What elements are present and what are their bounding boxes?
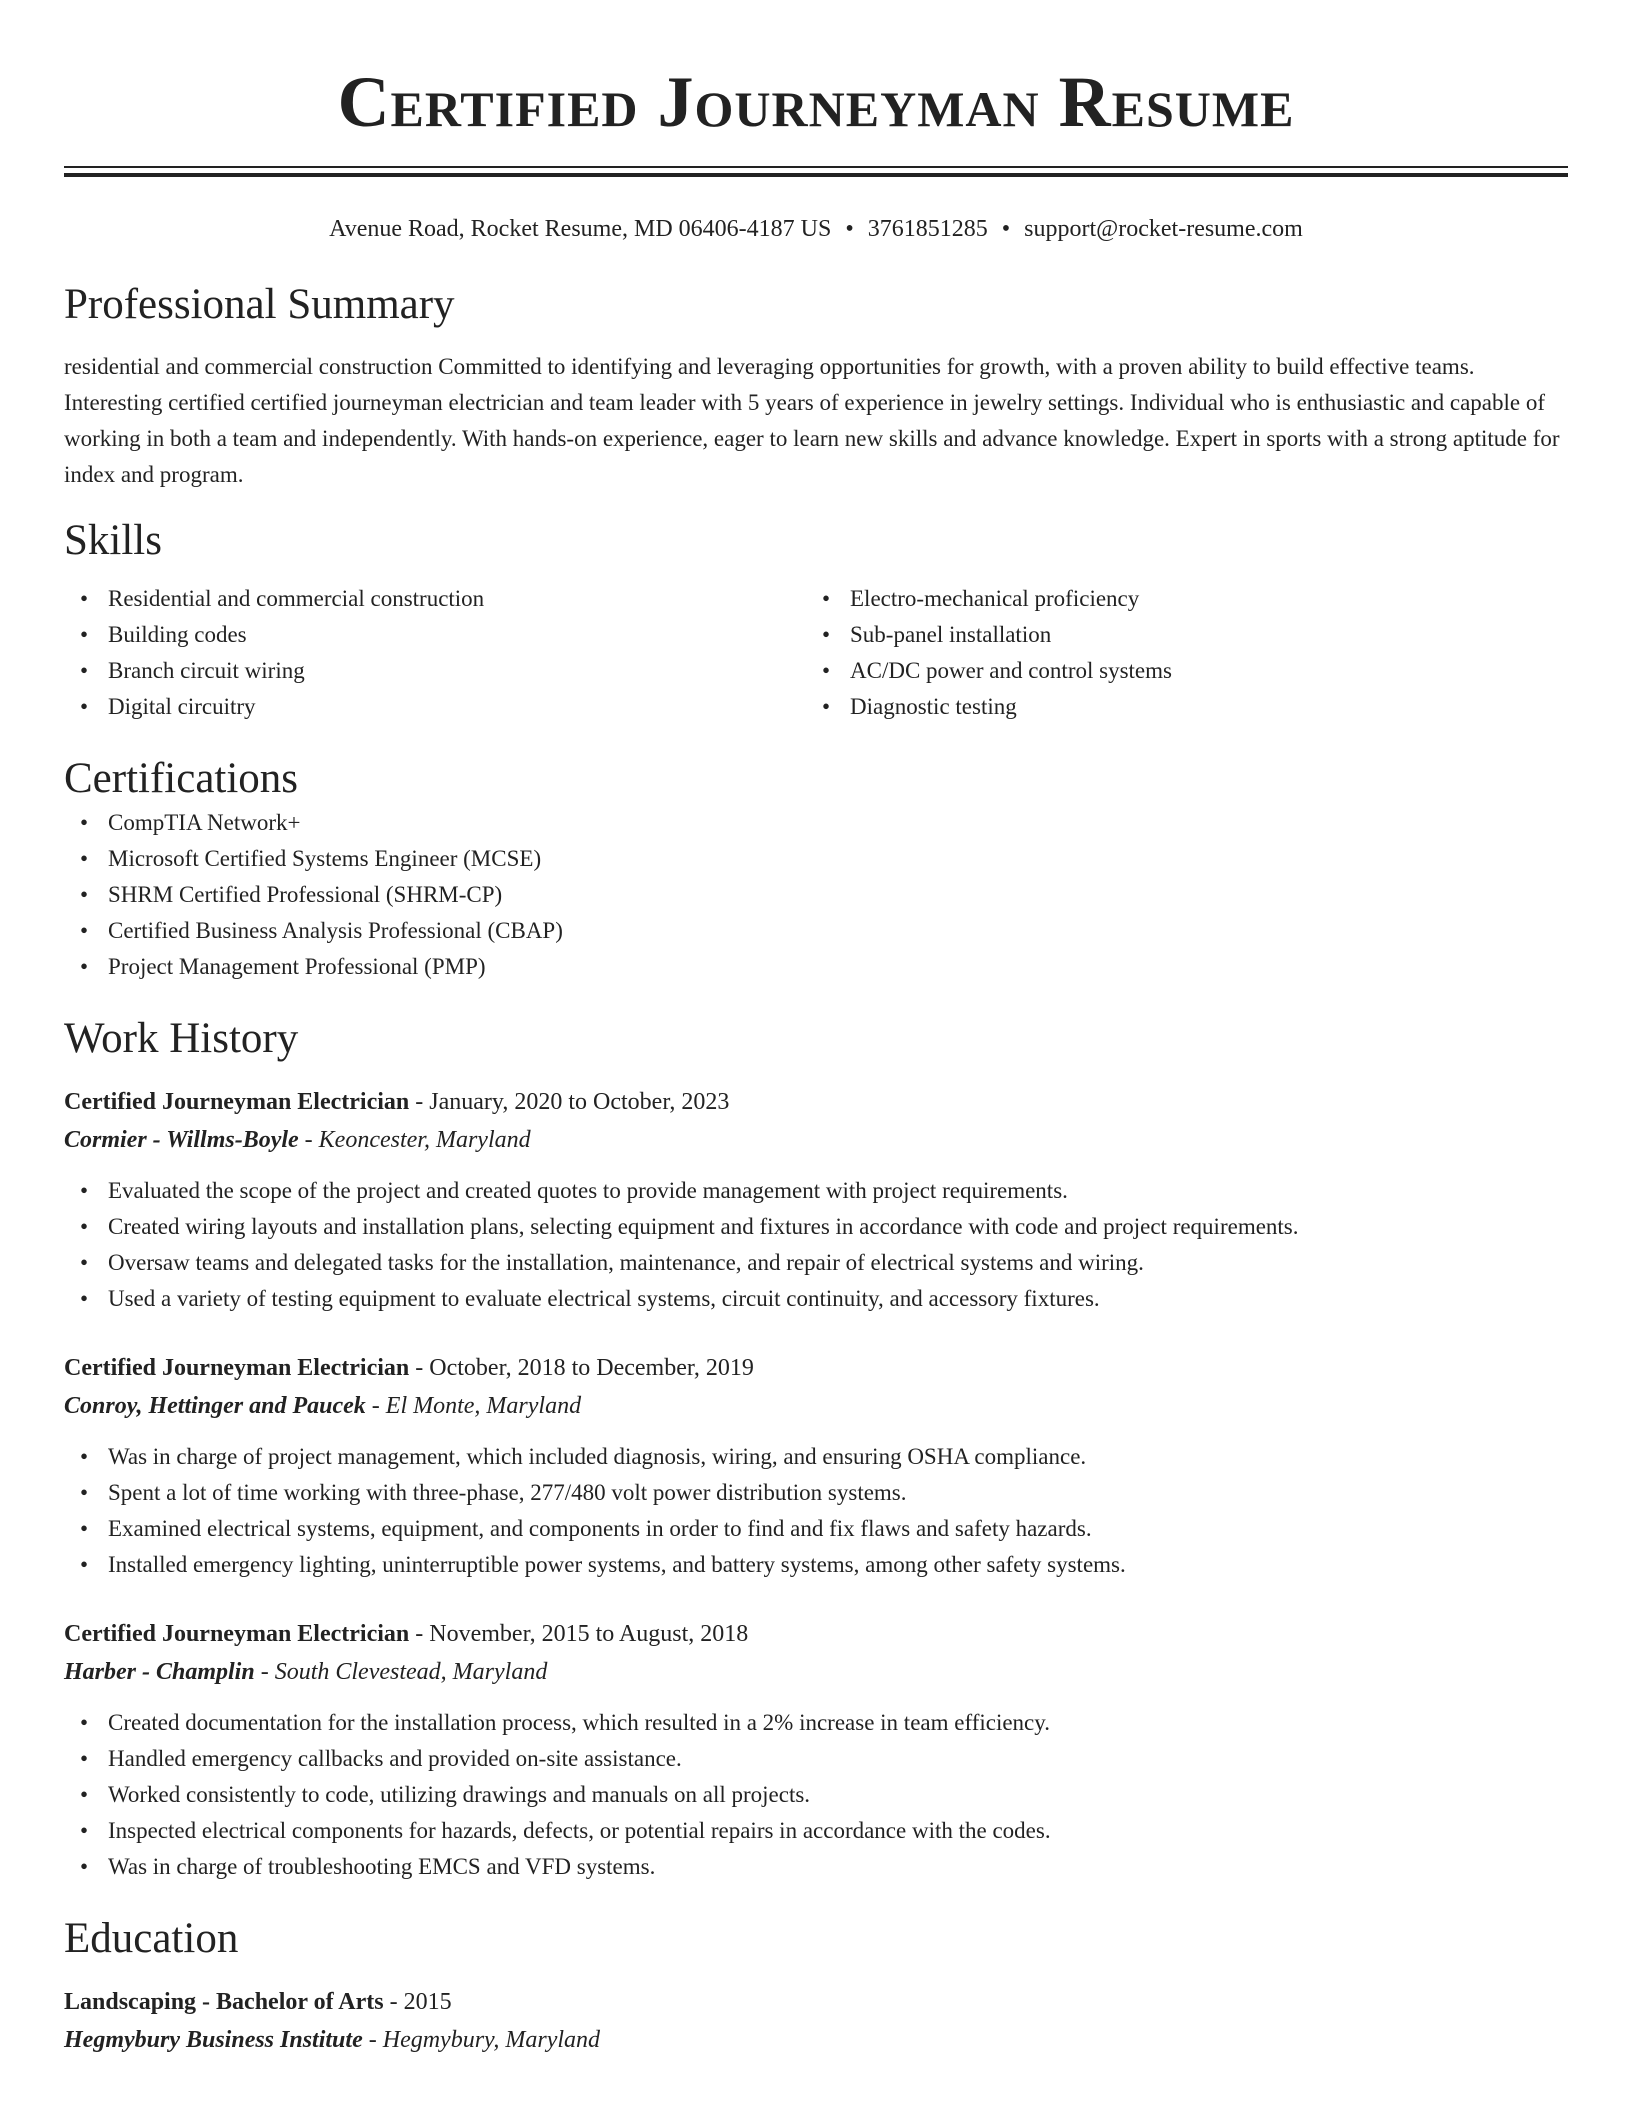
job-company-line — [64, 1121, 1568, 1159]
skills-list-left — [64, 581, 806, 725]
bullet-icon: • — [80, 1854, 89, 1879]
job-dates: November, 2015 to August, 2018 — [429, 1621, 749, 1647]
education-heading: Education — [64, 1915, 239, 1962]
list-item — [64, 1439, 1568, 1475]
bullet-icon: • — [80, 954, 89, 979]
job-title-line — [64, 1615, 1568, 1653]
list-item-text: Electro-mechanical proficiency — [850, 586, 1140, 611]
list-item — [64, 1245, 1568, 1281]
bullet-icon: • — [80, 586, 89, 611]
certifications-heading: Certifications — [64, 755, 299, 802]
list-item-text: Microsoft Certified Systems Engineer (MCSE) — [108, 846, 542, 871]
list-item — [806, 581, 1548, 617]
list-item-text: Spent a lot of time working with three-phase, 277/480 volt power distribution systems. — [108, 1480, 907, 1505]
education-location: Hegmybury, Maryland — [382, 2027, 601, 2053]
bullet-icon: • — [822, 694, 831, 719]
list-item-text: Project Management Professional (PMP) — [108, 954, 486, 979]
skills-column-left — [64, 581, 806, 725]
contact-separator: • — [845, 216, 854, 242]
job-title-line — [64, 1083, 1568, 1121]
job-bullets — [64, 1705, 1568, 1885]
contact-line — [64, 213, 1568, 245]
list-item-text: Branch circuit wiring — [108, 658, 305, 683]
title-divider-thin — [64, 166, 1568, 168]
job-company: Cormier - Willms-Boyle — [64, 1127, 299, 1153]
education-school-line — [64, 2021, 1568, 2059]
list-item-text: Installed emergency lighting, uninterruptible power systems, and battery systems, among other safety systems. — [108, 1552, 1126, 1577]
bullet-icon: • — [80, 846, 89, 871]
bullet-icon: • — [80, 1516, 89, 1541]
list-item-text: SHRM Certified Professional (SHRM-CP) — [108, 882, 503, 907]
list-item-text: Certified Business Analysis Professional (CBAP) — [108, 918, 563, 943]
bullet-icon: • — [80, 1250, 89, 1275]
list-item — [64, 1547, 1568, 1583]
job-dates: January, 2020 to October, 2023 — [429, 1089, 730, 1115]
bullet-icon: • — [822, 622, 831, 647]
skills-heading: Skills — [64, 517, 162, 564]
contact-phone: 3761851285 — [867, 216, 988, 242]
title-divider-thick — [64, 173, 1568, 177]
list-item — [64, 617, 806, 653]
dash: - — [415, 1621, 424, 1647]
bullet-icon: • — [80, 1782, 89, 1807]
job-location: El Monte, Maryland — [385, 1393, 582, 1419]
skills-columns — [64, 581, 1568, 725]
dash: - — [389, 1989, 398, 2015]
bullet-icon: • — [80, 658, 89, 683]
skills-column-right — [806, 581, 1548, 725]
job-company: Harber - Champlin — [64, 1659, 255, 1685]
list-item — [64, 1209, 1568, 1245]
work-history-heading: Work History — [64, 1015, 299, 1062]
list-item-text: Oversaw teams and delegated tasks for the installation, maintenance, and repair of electrical systems and wiring. — [108, 1250, 1144, 1275]
bullet-icon: • — [80, 1818, 89, 1843]
list-item-text: Examined electrical systems, equipment, and components in order to find and fix flaws and safety hazards. — [108, 1516, 1092, 1541]
dash: - — [415, 1355, 424, 1381]
job-dates: October, 2018 to December, 2019 — [429, 1355, 754, 1381]
job-bullets — [64, 1173, 1568, 1317]
bullet-icon: • — [822, 658, 831, 683]
list-item — [64, 841, 1568, 877]
contact-address: Avenue Road, Rocket Resume, MD 06406-4187 US — [329, 216, 832, 242]
skills-list-right — [806, 581, 1548, 725]
summary-text: residential and commercial construction Committed to identifying and leveraging opportunities for growth, with a proven ability to build effective teams. Interesting certified certified journeyman electrician and team leader with 5 years of experience in jewelry settings. Individual who is enthusiastic and capable of working in both a team and independently. With hands-on experience, eager to learn new skills and advance knowledge. Expert in sports with a strong aptitude for index and program. — [64, 354, 1560, 487]
job-role: Certified Journeyman Electrician — [64, 1621, 410, 1647]
list-item — [64, 1705, 1568, 1741]
bullet-icon: • — [80, 1214, 89, 1239]
bullet-icon: • — [80, 1178, 89, 1203]
list-item-text: Created documentation for the installation process, which resulted in a 2% increase in team efficiency. — [108, 1710, 1051, 1735]
list-item — [64, 1173, 1568, 1209]
education-entry — [64, 1983, 1568, 2059]
dash: - — [368, 2027, 377, 2053]
list-item-text: Diagnostic testing — [850, 694, 1017, 719]
job-location: South Clevestead, Maryland — [274, 1659, 548, 1685]
dash: - — [415, 1089, 424, 1115]
list-item-text: Evaluated the scope of the project and created quotes to provide management with project requirements. — [108, 1178, 1068, 1203]
bullet-icon: • — [822, 586, 831, 611]
bullet-icon: • — [80, 882, 89, 907]
list-item — [64, 1475, 1568, 1511]
list-item — [64, 1281, 1568, 1317]
job-company: Conroy, Hettinger and Paucek — [64, 1393, 366, 1419]
list-item — [64, 581, 806, 617]
list-item — [64, 1777, 1568, 1813]
list-item — [806, 617, 1548, 653]
bullet-icon: • — [80, 1552, 89, 1577]
job-company-line — [64, 1653, 1568, 1691]
list-item — [64, 1813, 1568, 1849]
job-entry — [64, 1615, 1568, 1885]
job-role: Certified Journeyman Electrician — [64, 1355, 410, 1381]
bullet-icon: • — [80, 1710, 89, 1735]
list-item-text: Handled emergency callbacks and provided on-site assistance. — [108, 1746, 682, 1771]
list-item-text: AC/DC power and control systems — [850, 658, 1172, 683]
dash: - — [304, 1127, 313, 1153]
resume-title: Certified Journeyman Resume — [337, 62, 1295, 142]
list-item — [64, 913, 1568, 949]
job-bullets — [64, 1439, 1568, 1583]
list-item-text: Worked consistently to code, utilizing drawings and manuals on all projects. — [108, 1782, 811, 1807]
list-item — [64, 1511, 1568, 1547]
list-item-text: Created wiring layouts and installation plans, selecting equipment and fixtures in accordance with code and project requirements. — [108, 1214, 1299, 1239]
list-item-text: Was in charge of project management, which included diagnosis, wiring, and ensuring OSHA compliance. — [108, 1444, 1087, 1469]
list-item — [64, 949, 1568, 985]
list-item — [64, 1849, 1568, 1885]
bullet-icon: • — [80, 1286, 89, 1311]
education-school: Hegmybury Business Institute — [64, 2027, 363, 2053]
job-entry — [64, 1349, 1568, 1583]
bullet-icon: • — [80, 1746, 89, 1771]
list-item — [806, 653, 1548, 689]
bullet-icon: • — [80, 918, 89, 943]
summary-heading: Professional Summary — [64, 281, 455, 328]
list-item-text: Inspected electrical components for hazards, defects, or potential repairs in accordance with the codes. — [108, 1818, 1051, 1843]
job-role: Certified Journeyman Electrician — [64, 1089, 410, 1115]
list-item-text: Was in charge of troubleshooting EMCS and VFD systems. — [108, 1854, 656, 1879]
education-degree-line — [64, 1983, 1568, 2021]
list-item-text: Sub-panel installation — [850, 622, 1052, 647]
list-item — [64, 653, 806, 689]
dash: - — [260, 1659, 269, 1685]
certifications-list — [64, 805, 1568, 985]
list-item-text: Digital circuitry — [108, 694, 256, 719]
list-item — [64, 1741, 1568, 1777]
list-item — [806, 689, 1548, 725]
education-degree: Landscaping - Bachelor of Arts — [64, 1989, 384, 2015]
list-item-text: Used a variety of testing equipment to evaluate electrical systems, circuit continuity, and accessory fixtures. — [108, 1286, 1100, 1311]
bullet-icon: • — [80, 622, 89, 647]
job-entry — [64, 1083, 1568, 1317]
list-item — [64, 805, 1568, 841]
bullet-icon: • — [80, 694, 89, 719]
job-location: Keoncester, Maryland — [318, 1127, 531, 1153]
list-item — [64, 877, 1568, 913]
dash: - — [371, 1393, 380, 1419]
job-company-line — [64, 1387, 1568, 1425]
bullet-icon: • — [80, 810, 89, 835]
list-item-text: Building codes — [108, 622, 247, 647]
bullet-icon: • — [80, 1444, 89, 1469]
list-item-text: Residential and commercial construction — [108, 586, 485, 611]
list-item-text: CompTIA Network+ — [108, 810, 301, 835]
job-title-line — [64, 1349, 1568, 1387]
contact-separator: • — [1001, 216, 1011, 242]
education-year: 2015 — [403, 1989, 452, 2015]
bullet-icon: • — [80, 1480, 89, 1505]
contact-email: support@rocket-resume.com — [1024, 216, 1303, 242]
list-item — [64, 689, 806, 725]
